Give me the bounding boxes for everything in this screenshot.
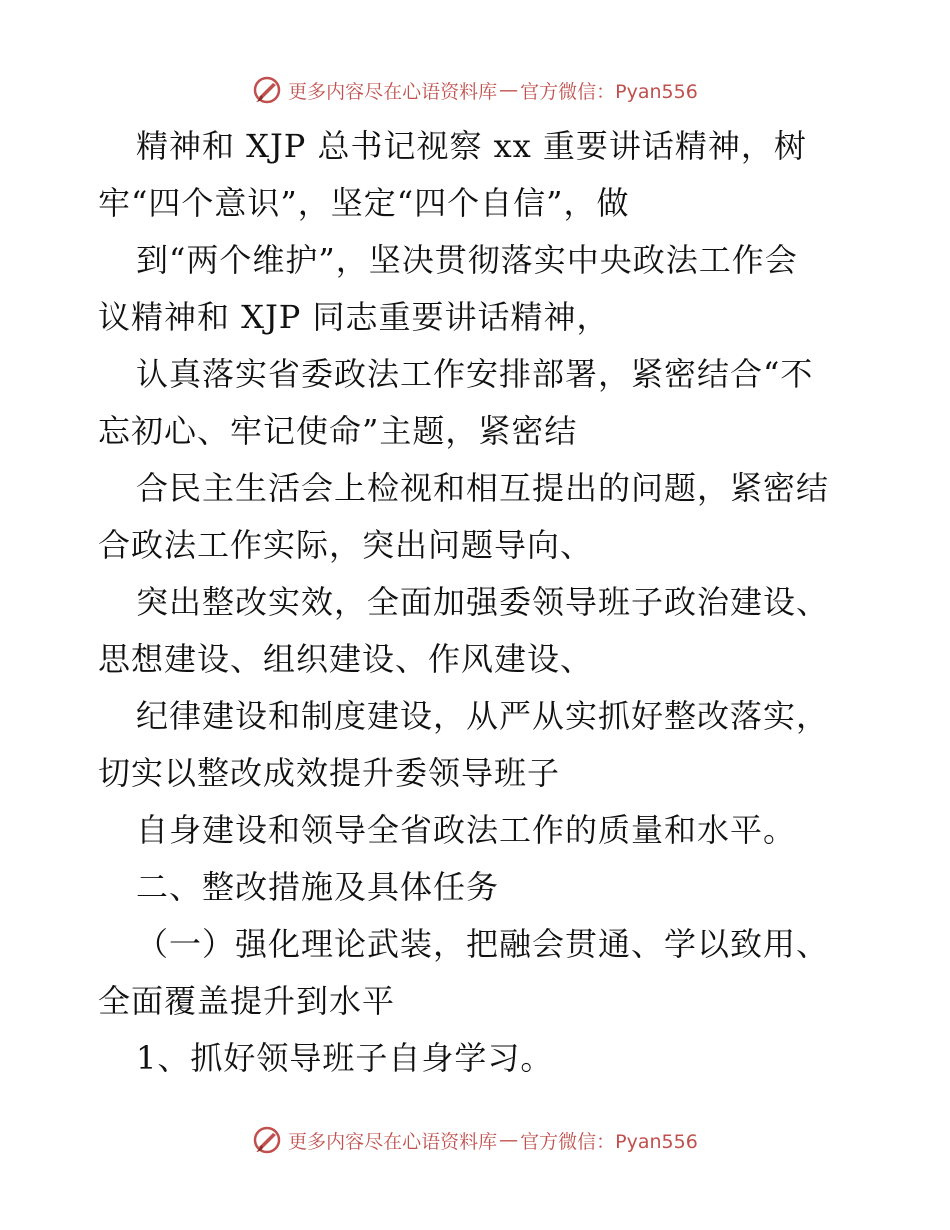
text-line: 合政法工作实际，突出问题导向、 (98, 526, 594, 564)
text-line: 牢“四个意识”，坚定“四个自信”，做 (98, 184, 630, 222)
text-line: 突出整改实效，全面加强委领导班子政治建设、 (136, 583, 830, 621)
text-line: （一）强化理论武装，把融会贯通、学以致用、 (136, 925, 830, 963)
watermark-text: 更多内容尽在心语资料库 (288, 80, 498, 103)
text-line: 切实以整改成效提升委领导班子 (98, 754, 561, 792)
text-line: 1、抓好领导班子自身学习。 (136, 1039, 554, 1077)
text-line: 二、整改措施及具体任务 (136, 868, 500, 906)
watermark-separator: — (499, 79, 519, 101)
text-line: 忘初心、牢记使命”主题，紧密结 (98, 412, 578, 450)
text-line: 自身建设和领导全省政法工作的质量和水平。 (136, 811, 797, 849)
watermark-separator: — (499, 1129, 519, 1151)
text-line: 认真落实省委政法工作安排部署，紧密结合“不 (136, 355, 814, 393)
document-body (98, 118, 858, 1087)
watermark-text: 更多内容尽在心语资料库 (288, 1130, 498, 1153)
brush-circle-logo-icon (252, 75, 282, 105)
text-line: 合民主生活会上检视和相互提出的问题，紧密结 (136, 469, 830, 507)
text-line: 思想建设、组织建设、作风建设、 (98, 640, 594, 678)
text-line: 精神和 XJP 总书记视察 xx 重要讲话精神，树 (136, 127, 807, 165)
brush-circle-logo-icon (252, 1125, 282, 1155)
text-line: 议精神和 XJP 同志重要讲话精神， (98, 298, 610, 336)
watermark-contact: 官方微信：Pyan556 (520, 80, 698, 103)
text-line: 到“两个维护”，坚决贯彻落实中央政法工作会 (136, 241, 798, 279)
watermark-contact: 官方微信：Pyan556 (520, 1130, 698, 1153)
text-line: 纪律建设和制度建设，从严从实抓好整改落实， (136, 697, 830, 735)
footer-watermark (0, 1120, 950, 1160)
header-watermark (0, 70, 950, 110)
text-line: 全面覆盖提升到水平 (98, 982, 396, 1020)
